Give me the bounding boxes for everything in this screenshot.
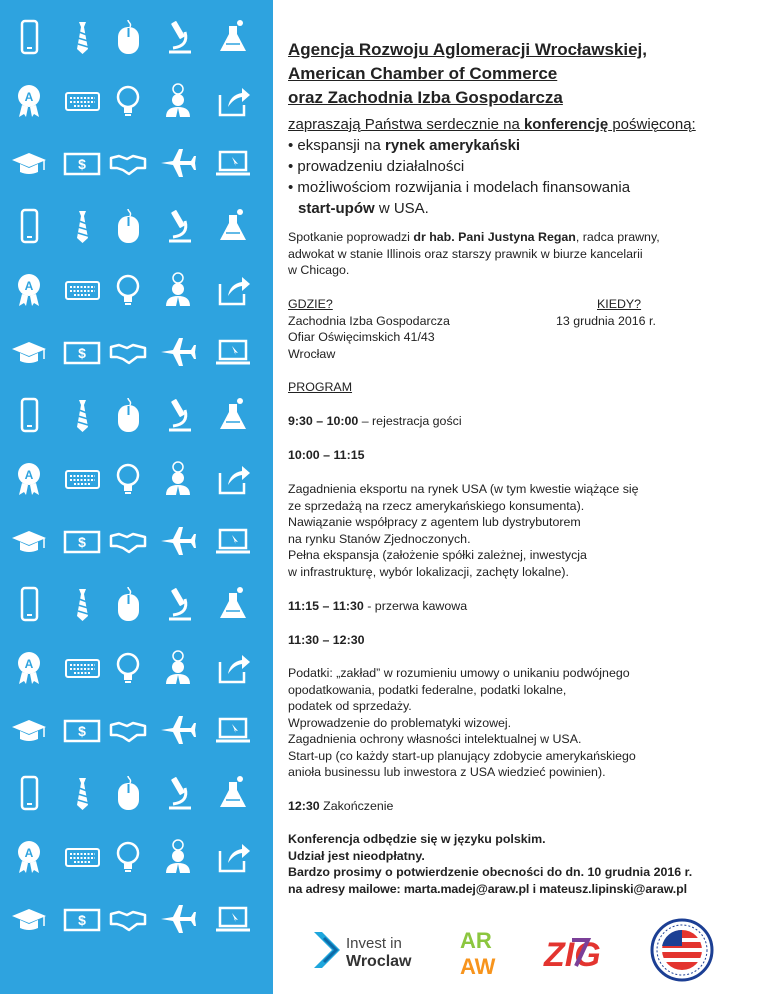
- logos-svg: [310, 918, 760, 982]
- session-2-time: 10:00 – 11:15: [288, 448, 365, 462]
- share-icon: [214, 81, 252, 119]
- session-registration: 9:30 – 10:00 – rejestracja gości: [288, 414, 462, 428]
- svg-text:$: $: [78, 912, 86, 928]
- invest-text-line2: Wroclaw: [346, 953, 412, 970]
- handshake-icon: [109, 144, 147, 182]
- session-2-line: w infrastrukturę, wybór lokalizacji, zachęty lokalne).: [288, 564, 569, 579]
- session-2-line: Zagadnienia eksportu na rynek USA (w tym kwestie wiążące się: [288, 482, 639, 496]
- svg-text:A: A: [24, 468, 34, 482]
- closing-line-1: Konferencja odbędzie się w języku polskim.: [288, 832, 546, 846]
- laptop-icon: [214, 522, 252, 560]
- flask-icon: [214, 18, 252, 56]
- microscope-icon: [159, 207, 197, 245]
- microscope-icon: [159, 396, 197, 434]
- where-label: GDZIE?: [288, 297, 333, 311]
- zig-logo: [543, 936, 601, 974]
- when-label: KIEDY?: [597, 297, 642, 311]
- businessman-idea-icon: [159, 81, 197, 119]
- svg-text:A: A: [24, 657, 34, 671]
- closing-line-4: na adresy mailowe: marta.madej@araw.pl i mateusz.lipinski@araw.pl: [288, 881, 687, 896]
- araw-bottom: AW: [460, 954, 496, 979]
- session-2-line: Nawiązanie współpracy z agentem lub dystrybutorem: [288, 515, 581, 529]
- dollar-bill-icon: [63, 333, 101, 371]
- graduation-cap-icon: [10, 522, 48, 560]
- title-line-2: American Chamber of Commerce: [288, 64, 558, 83]
- businessman-idea-icon: [159, 459, 197, 497]
- when-date: 13 grudnia 2016 r.: [556, 313, 656, 328]
- microscope-icon: [159, 774, 197, 812]
- amcham-seal-icon: [652, 920, 712, 980]
- svg-text:$: $: [78, 723, 86, 739]
- svg-text:$: $: [78, 345, 86, 361]
- handshake-icon: [109, 900, 147, 938]
- zig-text: ZIG: [544, 936, 601, 974]
- share-icon: [214, 270, 252, 308]
- araw-logo: [460, 928, 496, 979]
- closing-line-2: Udział jest nieodpłatny.: [288, 848, 425, 863]
- handshake-icon: [109, 711, 147, 749]
- graduation-cap-icon: [10, 144, 48, 182]
- intro-lead: zapraszają Państwa serdecznie na konferencję poświęconą:: [288, 116, 696, 133]
- award-icon: [10, 81, 48, 119]
- svg-text:A: A: [24, 90, 34, 104]
- businessman-idea-icon: [159, 648, 197, 686]
- mouse-icon: [109, 207, 147, 245]
- graduation-cap-icon: [10, 900, 48, 938]
- intro-bullet-1: • ekspansji na rynek amerykański: [288, 137, 521, 154]
- lightbulb-icon: [109, 270, 147, 308]
- share-icon: [214, 648, 252, 686]
- award-icon: [10, 459, 48, 497]
- where-line-2: Ofiar Oświęcimskich 41/43: [288, 330, 435, 344]
- svg-text:$: $: [78, 534, 86, 550]
- laptop-icon: [214, 333, 252, 371]
- session-2-line: ze sprzedażą na rzecz amerykańskiego konsumenta).: [288, 498, 585, 513]
- session-4-line: Podatki: „zakład” w rozumieniu umowy o unikaniu podwójnego: [288, 666, 630, 680]
- intro-bullet-3: • możliwościom rozwijania i modelach finansowania: [288, 179, 631, 196]
- laptop-icon: [214, 711, 252, 749]
- tie-icon: [63, 396, 101, 434]
- where-line-3: Wrocław: [288, 346, 336, 361]
- flask-icon: [214, 396, 252, 434]
- keyboard-icon: [63, 837, 101, 875]
- laptop-icon: [214, 900, 252, 938]
- dollar-bill-icon: [63, 144, 101, 182]
- keyboard-icon: [63, 648, 101, 686]
- businessman-idea-icon: [159, 837, 197, 875]
- title-line-3: oraz Zachodnia Izba Gospodarcza: [288, 88, 563, 107]
- award-icon: [10, 648, 48, 686]
- dollar-bill-icon: [63, 522, 101, 560]
- invest-text-line1: Invest in: [346, 935, 402, 952]
- tie-icon: [63, 207, 101, 245]
- session-2-line: na rynku Stanów Zjednoczonych.: [288, 531, 471, 546]
- lightbulb-icon: [109, 837, 147, 875]
- title-line-1: Agencja Rozwoju Aglomeracji Wrocławskiej,: [288, 40, 647, 59]
- session-4-line: podatek od sprzedaży.: [288, 699, 412, 713]
- svg-text:$: $: [78, 156, 86, 172]
- invest-in-wroclaw-logo: [314, 932, 412, 970]
- phone-icon: [10, 18, 48, 56]
- phone-icon: [10, 396, 48, 434]
- keyboard-icon: [63, 270, 101, 308]
- airplane-icon: [159, 522, 197, 560]
- phone-icon: [10, 207, 48, 245]
- graduation-cap-icon: [10, 333, 48, 371]
- intro-bullet-3-cont: start-upów w USA.: [298, 200, 429, 217]
- lightbulb-icon: [109, 459, 147, 497]
- closing-line-3: Bardzo prosimy o potwierdzenie obecności do dn. 10 grudnia 2016 r.: [288, 865, 693, 879]
- mouse-icon: [109, 18, 147, 56]
- session-closing: 12:30 Zakończenie: [288, 799, 394, 813]
- mouse-icon: [109, 396, 147, 434]
- airplane-icon: [159, 144, 197, 182]
- session-4-line: anioła businessu lub inwestora z USA wiedzieć powinien).: [288, 765, 606, 779]
- tie-icon: [63, 774, 101, 812]
- award-icon: [10, 270, 48, 308]
- flask-icon: [214, 207, 252, 245]
- dollar-bill-icon: [63, 711, 101, 749]
- handshake-icon: [109, 522, 147, 560]
- session-4-line: Start-up (co każdy start-up planujący zdobycie amerykańskiego: [288, 748, 636, 763]
- handshake-icon: [109, 333, 147, 371]
- flask-icon: [214, 774, 252, 812]
- where-line-1: Zachodnia Izba Gospodarcza: [288, 313, 450, 328]
- speaker-line-1: Spotkanie poprowadzi dr hab. Pani Justyna Regan, radca prawny,: [288, 230, 660, 244]
- microscope-icon: [159, 585, 197, 623]
- laptop-icon: [214, 144, 252, 182]
- session-4-time: 11:30 – 12:30: [288, 633, 365, 647]
- session-4-line: opodatkowania, podatki federalne, podatki lokalne,: [288, 682, 567, 697]
- share-icon: [214, 837, 252, 875]
- dollar-bill-icon: [63, 900, 101, 938]
- airplane-icon: [159, 900, 197, 938]
- session-4-line: Zagadnienia ochrony własności intelektualnej w USA.: [288, 732, 582, 746]
- araw-top: AR: [460, 928, 492, 953]
- airplane-icon: [159, 333, 197, 371]
- airplane-icon: [159, 711, 197, 749]
- award-icon: [10, 837, 48, 875]
- lightbulb-icon: [109, 648, 147, 686]
- lightbulb-icon: [109, 81, 147, 119]
- flask-icon: [214, 585, 252, 623]
- keyboard-icon: [63, 459, 101, 497]
- keyboard-icon: [63, 81, 101, 119]
- program-label: PROGRAM: [288, 380, 353, 394]
- speaker-line-3: w Chicago.: [288, 263, 350, 277]
- icon-pattern-sidebar: [0, 0, 273, 994]
- intro-bullet-2: • prowadzeniu działalności: [288, 158, 465, 175]
- session-4-line: Wprowadzenie do problematyki wizowej.: [288, 715, 512, 730]
- svg-text:A: A: [24, 846, 34, 860]
- session-coffee-break: 11:15 – 11:30 - przerwa kawowa: [288, 599, 468, 613]
- graduation-cap-icon: [10, 711, 48, 749]
- microscope-icon: [159, 18, 197, 56]
- phone-icon: [10, 774, 48, 812]
- mouse-icon: [109, 774, 147, 812]
- tie-icon: [63, 585, 101, 623]
- share-icon: [214, 459, 252, 497]
- businessman-idea-icon: [159, 270, 197, 308]
- svg-text:A: A: [24, 279, 34, 293]
- mouse-icon: [109, 585, 147, 623]
- session-2-line: Pełna ekspansja (założenie spółki zależnej, inwestycja: [288, 548, 587, 562]
- tie-icon: [63, 18, 101, 56]
- phone-icon: [10, 585, 48, 623]
- partner-logos: [310, 918, 760, 982]
- speaker-line-2: adwokat w stanie Illinois oraz starszy prawnik w biurze kancelarii: [288, 246, 643, 261]
